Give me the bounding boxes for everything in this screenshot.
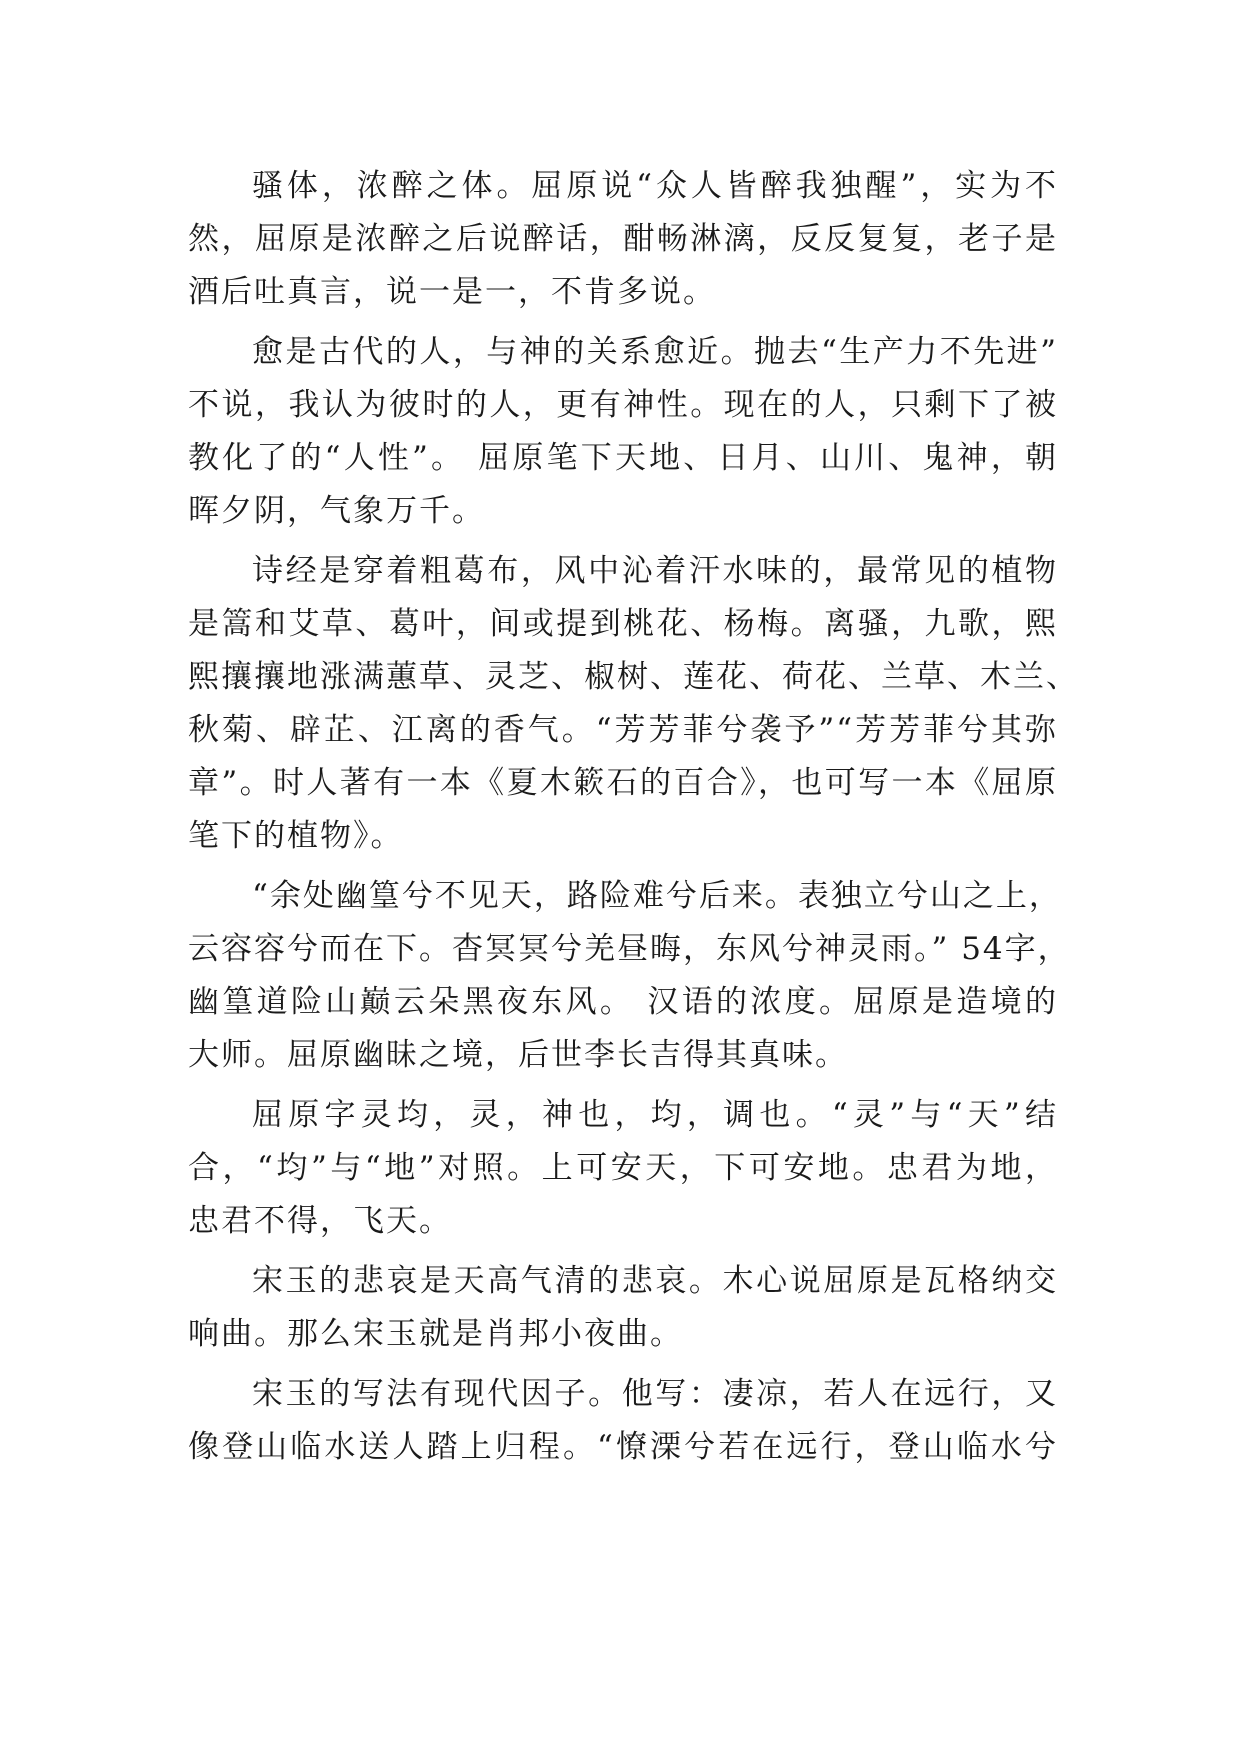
paragraph-3-line-5: 章”。时人著有一本《夏木簌石的百合》，也可写一本《屈原 xyxy=(188,765,1058,801)
paragraph-3-line-1: 诗经是穿着粗葛布，风中沁着汗水味的，最常见的植物 xyxy=(252,553,1058,589)
paragraph-2-line-2: 不说，我认为彼时的人，更有神性。现在的人，只剩下了被 xyxy=(188,387,1058,423)
paragraph-4-line-4: 大师。屈原幽昧之境，后世李长吉得其真味。 xyxy=(188,1037,848,1073)
paragraph-3-line-6: 笔下的植物》。 xyxy=(188,818,404,854)
paragraph-gap xyxy=(188,1082,1058,1089)
paragraph-3-line-2: 是篙和艾草、葛叶，间或提到桃花、杨梅。离骚，九歌，熙 xyxy=(188,606,1058,642)
paragraph-6-line-2: 响曲。那么宋玉就是肖邦小夜曲。 xyxy=(188,1316,683,1352)
paragraph-1-line-3: 酒后吐真言，说一是一，不肯多说。 xyxy=(188,274,716,310)
paragraph-6-line-1: 宋玉的悲哀是天高气清的悲哀。木心说屈原是瓦格纳交 xyxy=(252,1263,1058,1299)
paragraph-2-line-1: 愈是古代的人，与神的关系愈近。抛去“生产力不先进” xyxy=(252,334,1058,370)
paragraph-4-line-2: 云容容兮而在下。杳冥冥兮羌昼晦，东风兮神灵雨。” 54字， xyxy=(188,931,1071,967)
paragraph-gap xyxy=(188,863,1058,870)
paragraph-1-line-1: 骚体，浓醉之体。屈原说“众人皆醉我独醒”，实为不 xyxy=(252,168,1058,204)
paragraph-1-line-2: 然，屈原是浓醉之后说醉话，酣畅淋漓，反反复复，老子是 xyxy=(188,221,1058,257)
paragraph-4-line-3: 幽篁道险山巅云朵黑夜东风。 汉语的浓度。屈原是造境的 xyxy=(188,984,1058,1020)
paragraph-2-line-3: 教化了的“人性”。 屈原笔下天地、日月、山川、鬼神，朝 xyxy=(188,440,1058,476)
paragraph-gap xyxy=(188,538,1058,545)
paragraph-5-line-2: 合，“均”与“地”对照。上可安天，下可安地。忠君为地， xyxy=(188,1150,1058,1186)
paragraph-7-line-2: 像登山临水送人踏上归程。“憭溧兮若在远行，登山临水兮 xyxy=(188,1429,1058,1465)
paragraph-gap xyxy=(188,1361,1058,1368)
paragraph-gap xyxy=(188,1248,1058,1255)
body-text xyxy=(188,160,1079,1474)
paragraph-5-line-1: 屈原字灵均，灵，神也，均，调也。“灵”与“天”结 xyxy=(252,1097,1058,1133)
paragraph-gap xyxy=(188,319,1058,326)
paragraph-3-line-4: 秋菊、辟芷、江离的香气。“芳芳菲兮袭予”“芳芳菲兮其弥 xyxy=(188,712,1058,748)
paragraph-5-line-3: 忠君不得，飞天。 xyxy=(188,1203,452,1239)
paragraph-2-line-4: 晖夕阴，气象万千。 xyxy=(188,493,485,529)
paragraph-4-line-1: “余处幽篁兮不见天，路险难兮后来。表独立兮山之上， xyxy=(252,878,1062,914)
paragraph-7-line-1: 宋玉的写法有现代因子。他写：凄凉，若人在远行，又 xyxy=(252,1376,1058,1412)
paragraph-3-line-3: 熙攘攘地涨满蕙草、灵芝、椒树、莲花、荷花、兰草、木兰、 xyxy=(188,659,1079,695)
